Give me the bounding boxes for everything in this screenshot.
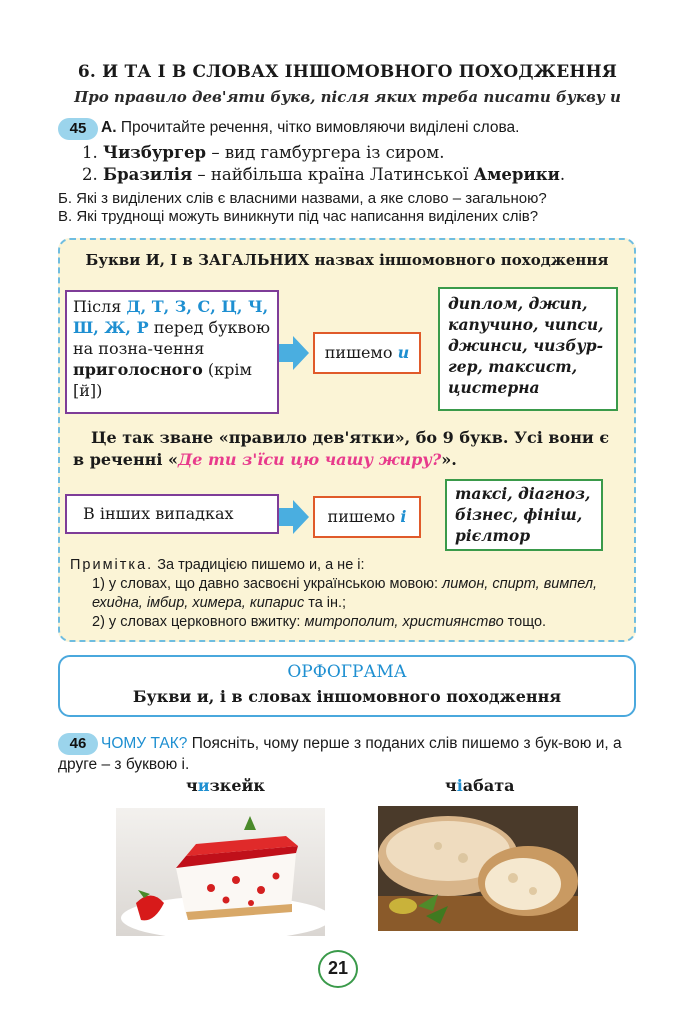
write-dotted-i-box: пишемо і	[313, 496, 421, 538]
rule-of-nine: Це так зване «правило дев'ятки», бо 9 букв. Усі вони є в реченні «Де ти з'їси цю чашу жиру?».	[73, 428, 610, 469]
arrow-right-icon	[279, 500, 309, 534]
arrow-right-icon	[279, 336, 309, 370]
note: Примітка. За традицією пишемо и, а не і: 1) у словах, що давно засвоєні українською мовою: лимон, спирт, вимпел, ехидна, імбир, химера, кипарис та ін.; 2) у словах церковного вжитку: митрополит, християнство тощо.	[70, 557, 598, 630]
nine-letters: Д, Т, З, С, Ц, Ч, Ш, Ж, Р	[73, 297, 269, 337]
exercise-46-text: ЧОМУ ТАК? Поясніть, чому перше з поданих слів пишемо з бук-вою и, а друге – з буквою і.	[58, 735, 622, 773]
exercise-45-instruction: А. Прочитайте речення, чітко вимовляючи виділені слова.	[101, 119, 520, 136]
exercise-46-badge: 46	[58, 733, 98, 755]
rule-heading: Букви И, І в ЗАГАЛЬНИХ назвах іншомовного походження	[85, 251, 609, 269]
orthogram-text: Букви и, і в словах іншомовного походження	[132, 687, 562, 706]
word-cheesecake: чизкейк	[186, 776, 265, 795]
page-number: 21	[318, 950, 358, 988]
page-title: 6. И ТА І В СЛОВАХ ІНШОМОВНОГО ПОХОДЖЕННЯ	[77, 62, 618, 82]
question-v: В. Які труднощі можуть виникнути під час написання виділених слів?	[58, 208, 539, 225]
cheesecake-photo	[116, 808, 325, 936]
exercise-45-badge: 45	[58, 118, 98, 140]
sentence-2: 2. Бразилія – найбільша країна Латинської Америки.	[82, 165, 566, 184]
subtitle: Про правило дев'яти букв, після яких треба писати букву и	[74, 88, 621, 106]
question-b: Б. Які з виділених слів є власними назвами, а яке слово – загальною?	[58, 190, 547, 207]
ciabatta-photo	[378, 806, 578, 931]
after-letters-box: Після Д, Т, З, С, Ц, Ч, Ш, Ж, Р перед буквою на позна-чення приголосного (крім [й])	[65, 290, 279, 414]
examples-dotted-i-box: таксі, діагноз, бізнес, фініш, рієлтор	[445, 479, 603, 551]
write-i-box: пишемо и	[313, 332, 421, 374]
sentence-1: 1. Чизбургер – вид гамбургера із сиром.	[82, 143, 445, 162]
examples-i-box: диплом, джип, капучино, чипси, джинси, чизбур-гер, таксист, цистерна	[438, 287, 618, 411]
word-ciabatta: чіабата	[445, 776, 515, 795]
other-cases-box: В інших випадках	[65, 494, 279, 534]
orthogram-title: ОРФОГРАМА	[287, 662, 407, 682]
